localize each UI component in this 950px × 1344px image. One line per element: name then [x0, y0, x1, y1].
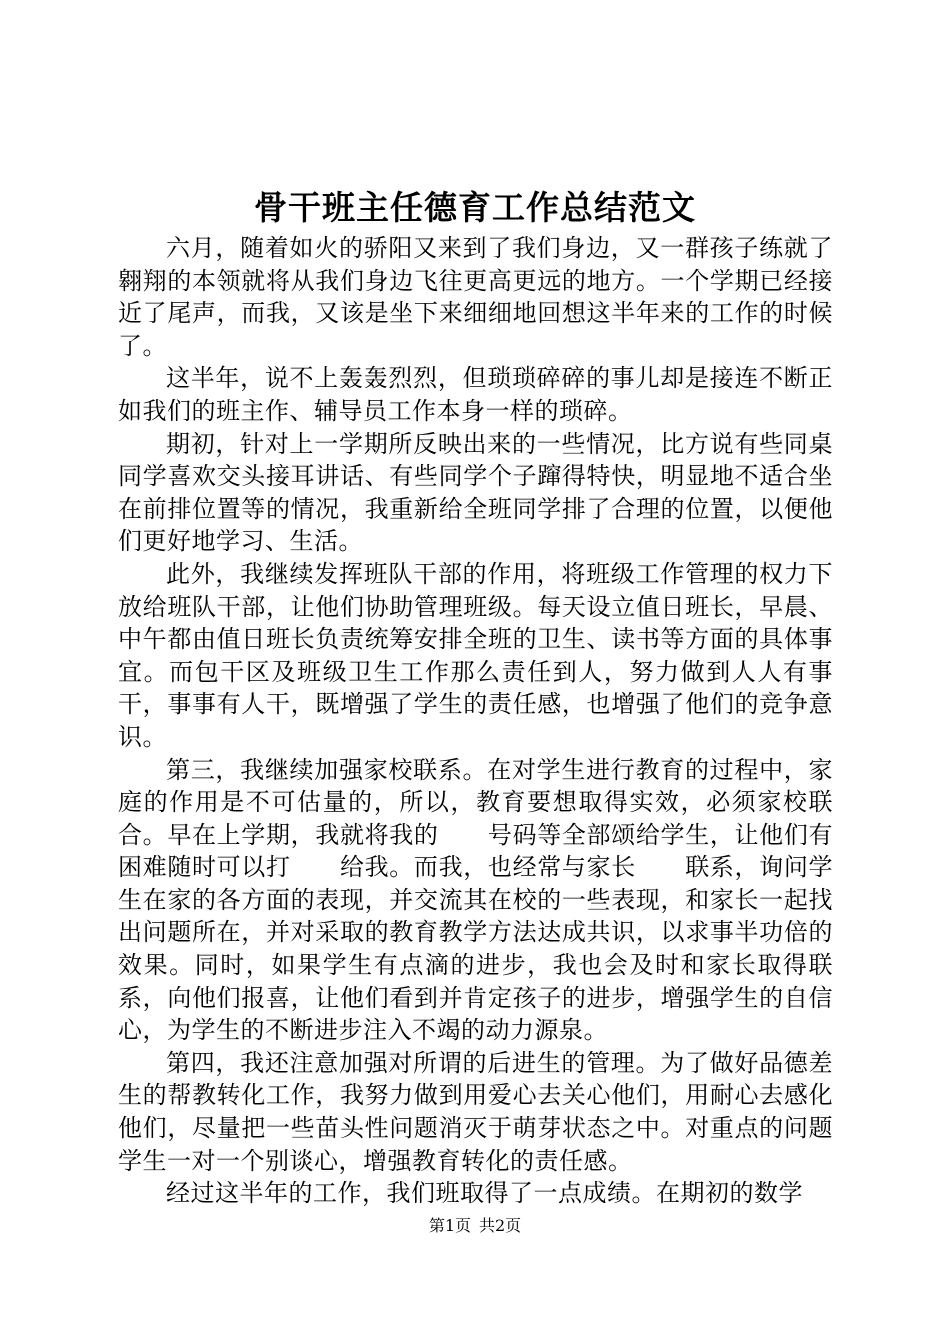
- paragraph: 这半年，说不上轰轰烈烈，但琐琐碎碎的事儿却是接连不断正如我们的班主作、辅导员工作本身一样的琐碎。: [118, 364, 833, 425]
- page-number: 第1页: [428, 1216, 471, 1235]
- paragraph: 此外，我继续发挥班队干部的作用，将班级工作管理的权力下放给班队干部，让他们协助管理班级。每天设立值日班长，早晨、中午都由值日班长负责统筹安排全班的卫生、读书等方面的具体事宜。而包干区及班级卫生工作那么责任到人，努力做到人人有事干，事事有人干，既增强了学生的责任感，也增强了他们的竞争意识。: [118, 559, 833, 751]
- paragraph: 期初，针对上一学期所反映出来的一些情况，比方说有些同桌同学喜欢交头接耳讲话、有些同学个子蹿得特快，明显地不适合坐在前排位置等的情况，我重新给全班同学排了合理的位置，以便他们更好地学习、生活。: [118, 429, 833, 556]
- paragraph: 第四，我还注意加强对所谓的后进生的管理。为了做好品德差生的帮教转化工作，我努力做到用爱心去关心他们，用耐心去感化他们，尽量把一些苗头性问题消灭于萌芽状态之中。对重点的问题学生一对一个别谈心，增强教育转化的责任感。: [118, 1048, 833, 1175]
- page-total: 共2页: [479, 1216, 522, 1235]
- paragraph: 经过这半年的工作，我们班取得了一点成绩。在期初的数学: [166, 1179, 803, 1208]
- document-body: [118, 232, 833, 1210]
- page-footer: [0, 1214, 950, 1238]
- paragraph: 第三，我继续加强家校联系。在对学生进行教育的过程中，家庭的作用是不可估量的，所以，教育要想取得实效，必须家校联合。早在上学期，我就将我的 号码等全部颂给学生，让他们有困难随时可以打 给我。而我，也经常与家长 联系，询问学生在家的各方面的表现，并交流其在校的一些表现，和家长一起找出问题所在，并对采取的教育教学方法达成共识，以求事半功倍的效果。同时，如果学生有点滴的进步，我也会及时和家长取得联系，向他们报喜，让他们看到并肯定孩子的进步，增强学生的自信心，为学生的不断进步注入不竭的动力源泉。: [118, 755, 833, 1045]
- document-title: 骨干班主任德育工作总结范文: [254, 188, 696, 227]
- paragraph: 六月，随着如火的骄阳又来到了我们身边，又一群孩子练就了翱翔的本领就将从我们身边飞往更高更远的地方。一个学期已经接近了尾声，而我，又该是坐下来细细地回想这半年来的工作的时候了。: [118, 234, 833, 360]
